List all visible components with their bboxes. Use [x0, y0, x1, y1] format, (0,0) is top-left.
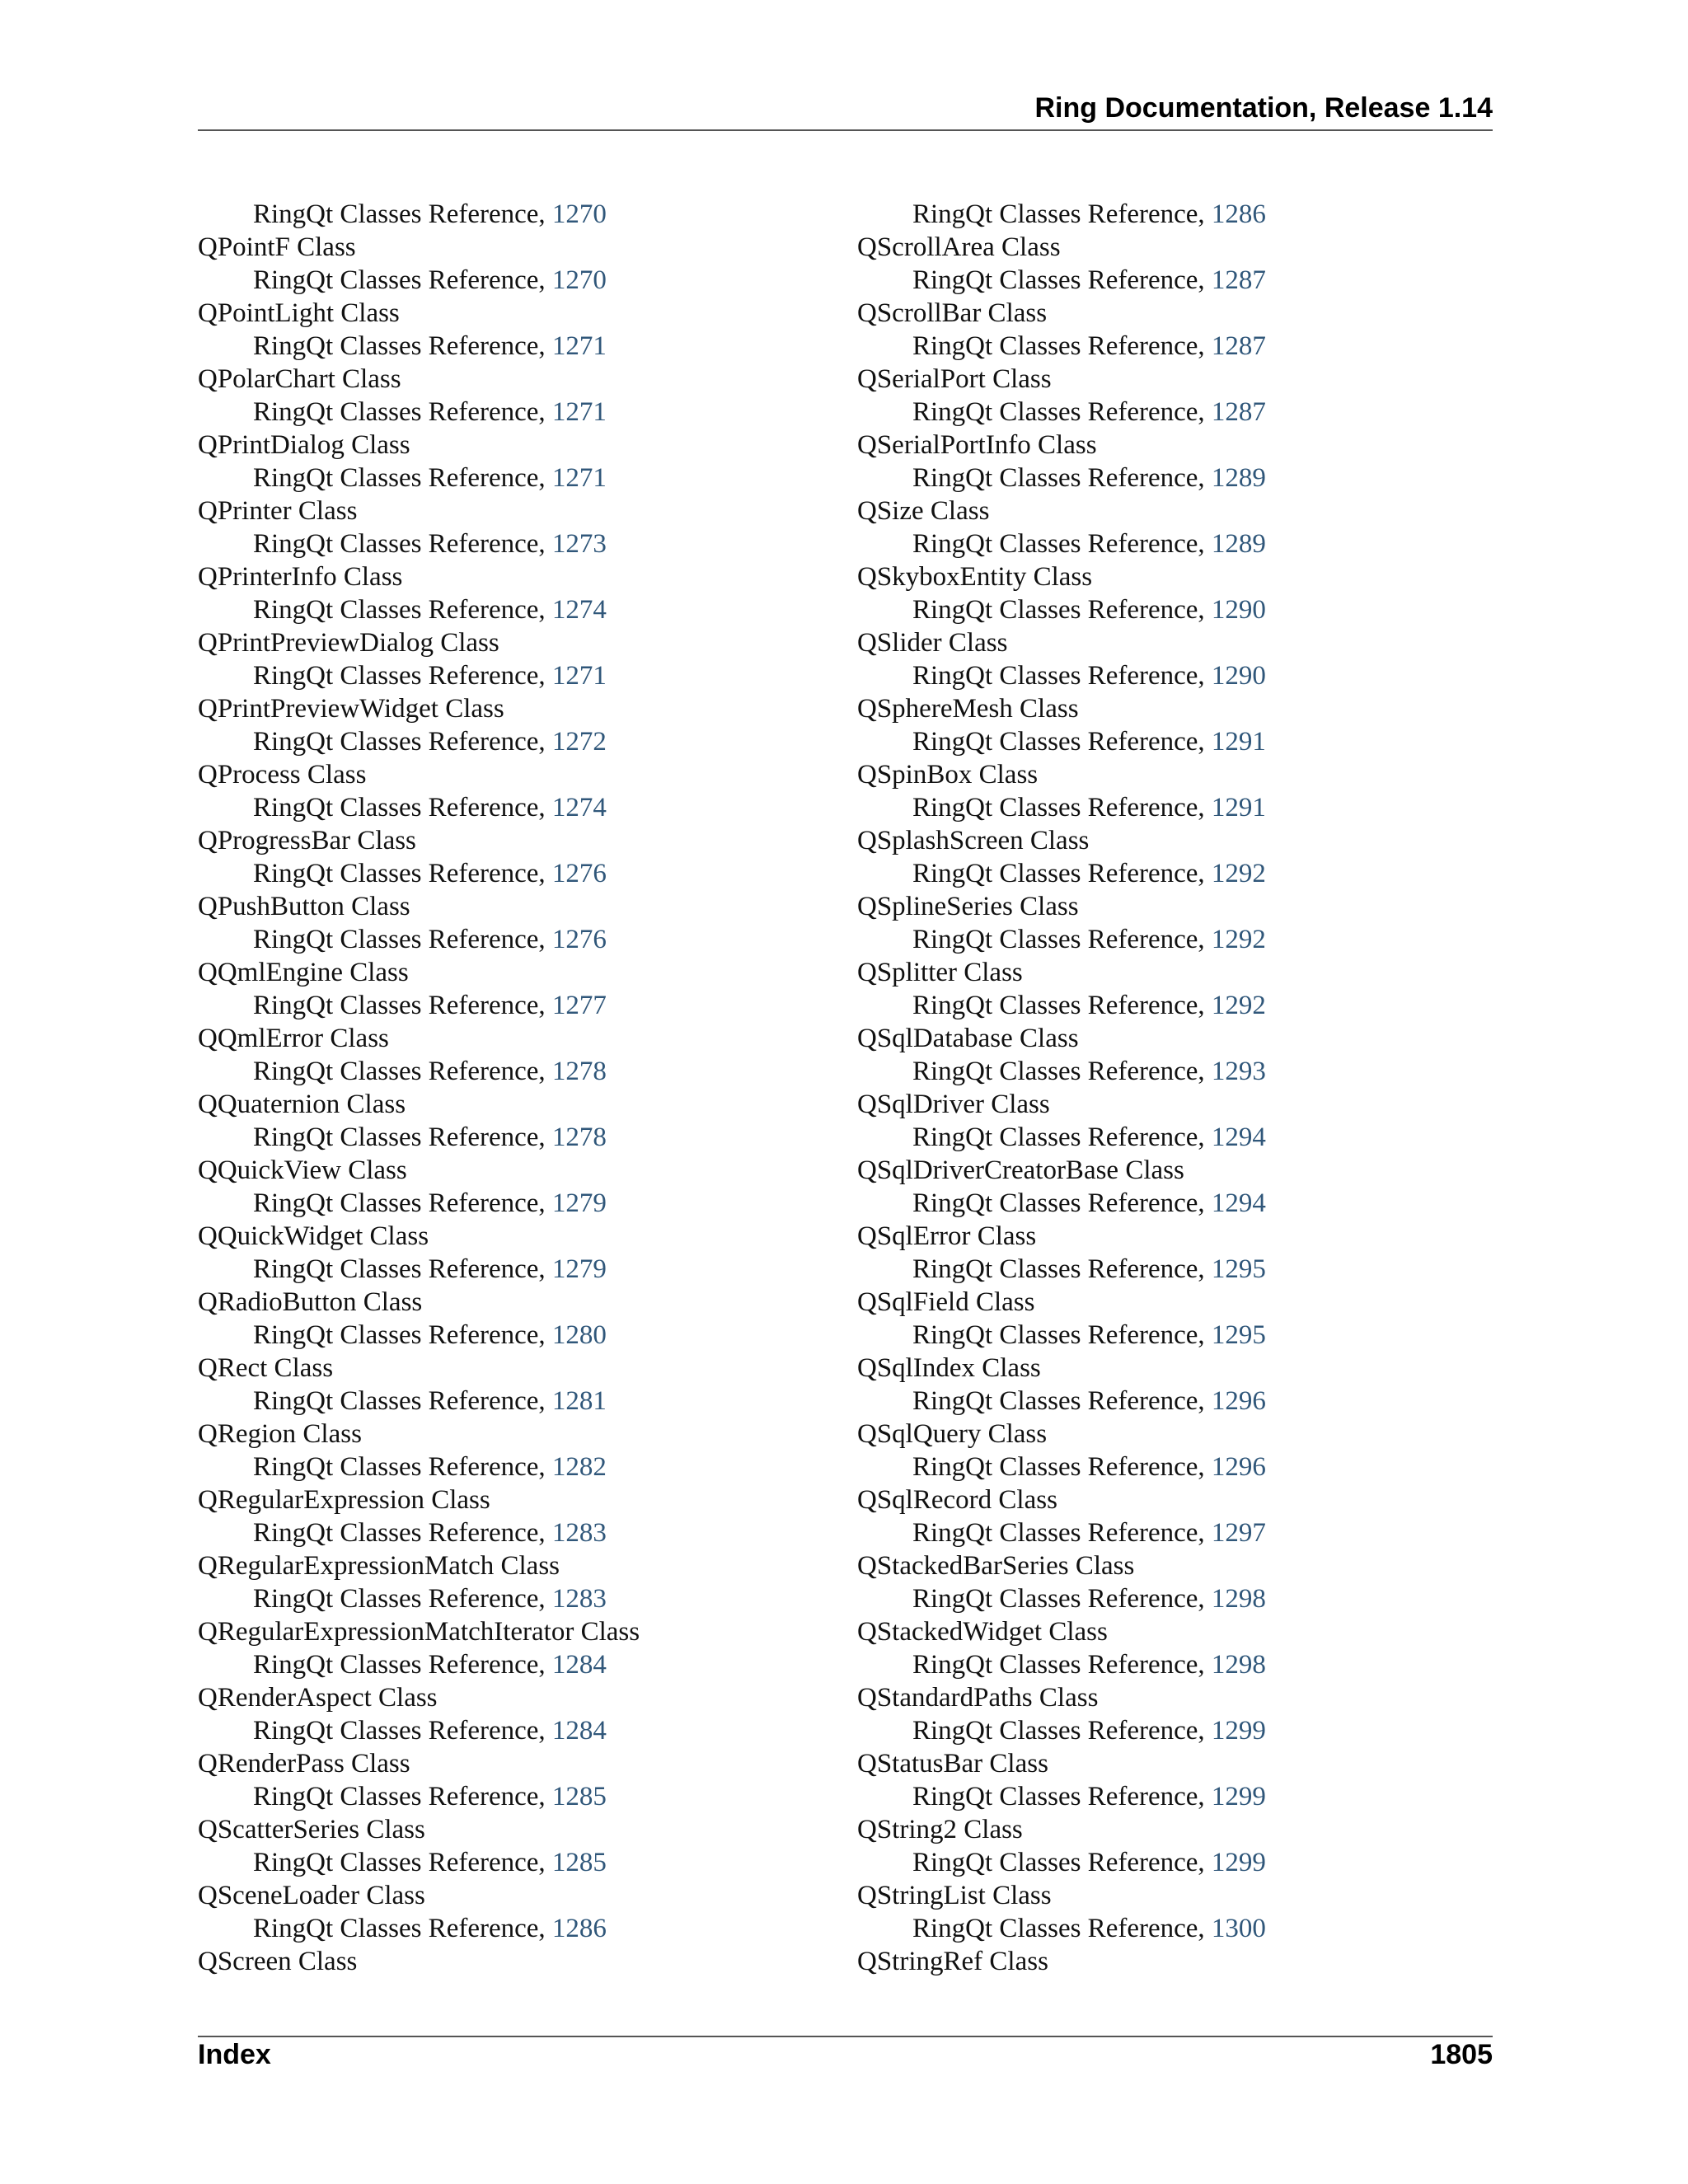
subentry-label: RingQt Classes Reference,	[912, 1386, 1212, 1416]
index-entry: QQmlError Class	[198, 1024, 389, 1053]
index-entry: QRenderPass Class	[198, 1749, 410, 1779]
page-link[interactable]: 1271	[551, 397, 607, 427]
index-subentry	[198, 1253, 824, 1286]
index-entry: QSqlDriver Class	[857, 1090, 1050, 1119]
index-subentry	[857, 527, 1484, 560]
subentry-label: RingQt Classes Reference,	[912, 1452, 1212, 1482]
index-entry: QSlider Class	[857, 628, 1008, 658]
page-link[interactable]: 1289	[1211, 529, 1266, 559]
index-entry: QSqlDriverCreatorBase Class	[857, 1155, 1184, 1185]
index-entry: QQuaternion Class	[198, 1090, 406, 1119]
subentry-label: RingQt Classes Reference,	[912, 1057, 1212, 1086]
index-subentry	[857, 1714, 1484, 1747]
subentry-label: RingQt Classes Reference,	[253, 1188, 552, 1218]
index-subentry	[198, 725, 824, 758]
index-entry: QSqlDatabase Class	[857, 1024, 1079, 1053]
index-entry: QStackedBarSeries Class	[857, 1551, 1135, 1581]
page-link[interactable]: 1292	[1211, 925, 1266, 954]
page-link[interactable]: 1296	[1211, 1386, 1266, 1416]
index-entry: QRenderAspect Class	[198, 1683, 438, 1713]
index-subentry	[198, 462, 824, 494]
page-link[interactable]: 1270	[551, 265, 607, 295]
subentry-label: RingQt Classes Reference,	[912, 1716, 1212, 1746]
page-link[interactable]: 1287	[1211, 397, 1266, 427]
subentry-label: RingQt Classes Reference,	[253, 991, 552, 1020]
index-entry: QRect Class	[198, 1353, 334, 1383]
index-entry: QRegularExpressionMatch Class	[198, 1551, 560, 1581]
index-column-left	[198, 198, 824, 1978]
subentry-label: RingQt Classes Reference,	[253, 199, 552, 229]
subentry-label: RingQt Classes Reference,	[912, 1188, 1212, 1218]
index-subentry	[198, 330, 824, 363]
page-link[interactable]: 1290	[1211, 595, 1266, 625]
page-link[interactable]: 1276	[551, 859, 607, 888]
index-subentry	[198, 593, 824, 626]
page-link[interactable]: 1279	[551, 1254, 607, 1284]
index-subentry	[857, 791, 1484, 824]
subentry-label: RingQt Classes Reference,	[912, 991, 1212, 1020]
page-link[interactable]: 1284	[551, 1716, 607, 1746]
index-subentry	[198, 791, 824, 824]
page-link[interactable]: 1286	[1211, 199, 1266, 229]
index-subentry	[857, 1253, 1484, 1286]
footer-page-number: 1805	[1430, 2039, 1493, 2070]
index-subentry	[857, 593, 1484, 626]
page-link[interactable]: 1287	[1211, 331, 1266, 361]
page-link[interactable]: 1274	[551, 595, 607, 625]
index-subentry	[857, 462, 1484, 494]
subentry-label: RingQt Classes Reference,	[912, 265, 1212, 295]
index-subentry	[198, 1187, 824, 1220]
page-link[interactable]: 1285	[551, 1782, 607, 1811]
index-subentry	[857, 264, 1484, 297]
index-entry: QRadioButton Class	[198, 1287, 423, 1317]
subentry-label: RingQt Classes Reference,	[253, 793, 552, 823]
page-link[interactable]: 1282	[551, 1452, 607, 1482]
page-link[interactable]: 1279	[551, 1188, 607, 1218]
subentry-label: RingQt Classes Reference,	[912, 529, 1212, 559]
index-entry: QSqlRecord Class	[857, 1485, 1057, 1515]
subentry-label: RingQt Classes Reference,	[912, 199, 1212, 229]
index-entry: QRegularExpression Class	[198, 1485, 490, 1515]
index-subentry	[198, 1846, 824, 1879]
subentry-label: RingQt Classes Reference,	[253, 1650, 552, 1680]
index-entry: QStandardPaths Class	[857, 1683, 1099, 1713]
index-entry: QQuickView Class	[198, 1155, 407, 1185]
subentry-label: RingQt Classes Reference,	[912, 1254, 1212, 1284]
index-subentry	[198, 1582, 824, 1615]
subentry-label: RingQt Classes Reference,	[253, 1584, 552, 1614]
index-subentry	[198, 396, 824, 429]
index-entry: QQmlEngine Class	[198, 958, 409, 987]
index-entry: QSplineSeries Class	[857, 892, 1079, 921]
page-link[interactable]: 1278	[551, 1122, 607, 1152]
page-link[interactable]: 1278	[551, 1057, 607, 1086]
page-link[interactable]: 1294	[1211, 1122, 1266, 1152]
page-header-title: Ring Documentation, Release 1.14	[1034, 92, 1493, 124]
index-subentry	[198, 1385, 824, 1418]
page-link[interactable]: 1295	[1211, 1320, 1266, 1350]
subentry-label: RingQt Classes Reference,	[912, 1848, 1212, 1877]
subentry-label: RingQt Classes Reference,	[253, 1122, 552, 1152]
page-link[interactable]: 1284	[551, 1650, 607, 1680]
index-entry: QSerialPortInfo Class	[857, 430, 1097, 460]
index-subentry	[857, 1780, 1484, 1813]
index-entry: QPolarChart Class	[198, 364, 401, 394]
index-subentry	[857, 857, 1484, 890]
subentry-label: RingQt Classes Reference,	[253, 727, 552, 757]
subentry-label: RingQt Classes Reference,	[253, 1518, 552, 1548]
index-subentry	[857, 1319, 1484, 1352]
index-entry: QRegularExpressionMatchIterator Class	[198, 1617, 640, 1647]
index-entry: QSqlIndex Class	[857, 1353, 1041, 1383]
index-subentry	[198, 1121, 824, 1154]
page-link[interactable]: 1283	[551, 1518, 607, 1548]
index-subentry	[857, 725, 1484, 758]
page-link[interactable]: 1297	[1211, 1518, 1266, 1548]
subentry-label: RingQt Classes Reference,	[253, 1386, 552, 1416]
page-link[interactable]: 1271	[551, 463, 607, 493]
index-entry: QSceneLoader Class	[198, 1881, 425, 1910]
index-subentry	[857, 659, 1484, 692]
subentry-label: RingQt Classes Reference,	[253, 1057, 552, 1086]
index-entry: QPointF Class	[198, 232, 356, 262]
index-subentry	[198, 198, 824, 231]
index-subentry	[857, 1648, 1484, 1681]
index-entry: QStatusBar Class	[857, 1749, 1048, 1779]
subentry-label: RingQt Classes Reference,	[912, 661, 1212, 691]
index-subentry	[198, 527, 824, 560]
index-entry: QProcess Class	[198, 760, 367, 790]
subentry-label: RingQt Classes Reference,	[253, 331, 552, 361]
page-link[interactable]: 1292	[1211, 859, 1266, 888]
subentry-label: RingQt Classes Reference,	[253, 1452, 552, 1482]
index-entry: QSphereMesh Class	[857, 694, 1079, 724]
page-link[interactable]: 1289	[1211, 463, 1266, 493]
index-entry: QSize Class	[857, 496, 990, 526]
index-column-right	[857, 198, 1484, 1978]
index-entry: QSqlError Class	[857, 1221, 1037, 1251]
index-entry: QPrinter Class	[198, 496, 358, 526]
subentry-label: RingQt Classes Reference,	[253, 1254, 552, 1284]
index-entry: QStringRef Class	[857, 1947, 1048, 1976]
subentry-label: RingQt Classes Reference,	[912, 1650, 1212, 1680]
index-entry: QPrinterInfo Class	[198, 562, 403, 592]
subentry-label: RingQt Classes Reference,	[253, 1782, 552, 1811]
index-subentry	[198, 659, 824, 692]
index-entry: QRegion Class	[198, 1419, 362, 1449]
page-link[interactable]: 1271	[551, 661, 607, 691]
index-entry: QSkyboxEntity Class	[857, 562, 1093, 592]
subentry-label: RingQt Classes Reference,	[912, 727, 1212, 757]
page-link[interactable]: 1281	[551, 1386, 607, 1416]
page-link[interactable]: 1299	[1211, 1716, 1266, 1746]
subentry-label: RingQt Classes Reference,	[912, 397, 1212, 427]
index-entry: QString2 Class	[857, 1815, 1023, 1844]
page-link[interactable]: 1273	[551, 529, 607, 559]
index-entry: QSerialPort Class	[857, 364, 1052, 394]
footer-section-label: Index	[198, 2039, 271, 2070]
index-subentry	[857, 1121, 1484, 1154]
index-subentry	[857, 1582, 1484, 1615]
subentry-label: RingQt Classes Reference,	[253, 397, 552, 427]
page-link[interactable]: 1277	[551, 991, 607, 1020]
page-link[interactable]: 1272	[551, 727, 607, 757]
subentry-label: RingQt Classes Reference,	[912, 859, 1212, 888]
subentry-label: RingQt Classes Reference,	[912, 1584, 1212, 1614]
page-link[interactable]: 1290	[1211, 661, 1266, 691]
page-link[interactable]: 1291	[1211, 727, 1266, 757]
page-link[interactable]: 1295	[1211, 1254, 1266, 1284]
page-link[interactable]: 1291	[1211, 793, 1266, 823]
subentry-label: RingQt Classes Reference,	[253, 661, 552, 691]
index-entry: QScreen Class	[198, 1947, 358, 1976]
index-entry: QScatterSeries Class	[198, 1815, 425, 1844]
index-subentry	[198, 1319, 824, 1352]
page-link[interactable]: 1296	[1211, 1452, 1266, 1482]
index-subentry	[857, 989, 1484, 1022]
footer-divider	[198, 2036, 1493, 2037]
index-entry: QPrintDialog Class	[198, 430, 410, 460]
index-entry: QPrintPreviewDialog Class	[198, 628, 499, 658]
subentry-label: RingQt Classes Reference,	[253, 595, 552, 625]
index-subentry	[857, 1385, 1484, 1418]
index-subentry	[198, 1912, 824, 1945]
index-entry: QPushButton Class	[198, 892, 410, 921]
index-subentry	[857, 1846, 1484, 1879]
index-subentry	[198, 1055, 824, 1088]
index-subentry	[198, 923, 824, 956]
subentry-label: RingQt Classes Reference,	[253, 1716, 552, 1746]
index-entry: QSplitter Class	[857, 958, 1023, 987]
index-subentry	[857, 1055, 1484, 1088]
page-link[interactable]: 1292	[1211, 991, 1266, 1020]
page-link[interactable]: 1271	[551, 331, 607, 361]
index-subentry	[857, 1187, 1484, 1220]
index-entry: QQuickWidget Class	[198, 1221, 429, 1251]
header-divider	[198, 129, 1493, 131]
index-entry: QScrollArea Class	[857, 232, 1061, 262]
index-subentry	[198, 857, 824, 890]
page-link[interactable]: 1299	[1211, 1848, 1266, 1877]
index-entry: QStringList Class	[857, 1881, 1052, 1910]
index-entry: QSpinBox Class	[857, 760, 1039, 790]
page-link[interactable]: 1285	[551, 1848, 607, 1877]
subentry-label: RingQt Classes Reference,	[912, 925, 1212, 954]
index-subentry	[857, 923, 1484, 956]
index-entry: QScrollBar Class	[857, 298, 1048, 328]
subentry-label: RingQt Classes Reference,	[253, 265, 552, 295]
page-link[interactable]: 1298	[1211, 1650, 1266, 1680]
index-subentry	[198, 1648, 824, 1681]
index-subentry	[857, 198, 1484, 231]
index-entry: QPointLight Class	[198, 298, 400, 328]
subentry-label: RingQt Classes Reference,	[253, 925, 552, 954]
index-entry: QSqlField Class	[857, 1287, 1035, 1317]
page-link[interactable]: 1283	[551, 1584, 607, 1614]
subentry-label: RingQt Classes Reference,	[253, 1320, 552, 1350]
page-link[interactable]: 1286	[551, 1914, 607, 1943]
page-link[interactable]: 1293	[1211, 1057, 1266, 1086]
subentry-label: RingQt Classes Reference,	[253, 1848, 552, 1877]
index-subentry	[198, 264, 824, 297]
subentry-label: RingQt Classes Reference,	[912, 1914, 1212, 1943]
subentry-label: RingQt Classes Reference,	[253, 1914, 552, 1943]
subentry-label: RingQt Classes Reference,	[253, 529, 552, 559]
index-subentry	[198, 1451, 824, 1483]
page-link[interactable]: 1280	[551, 1320, 607, 1350]
subentry-label: RingQt Classes Reference,	[912, 1782, 1212, 1811]
index-subentry	[857, 330, 1484, 363]
index-subentry	[857, 1451, 1484, 1483]
page-link[interactable]: 1270	[551, 199, 607, 229]
page-link[interactable]: 1294	[1211, 1188, 1266, 1218]
page-link[interactable]: 1276	[551, 925, 607, 954]
index-entry: QSplashScreen Class	[857, 826, 1090, 855]
page-link[interactable]: 1299	[1211, 1782, 1266, 1811]
index-subentry	[857, 1912, 1484, 1945]
subentry-label: RingQt Classes Reference,	[253, 859, 552, 888]
subentry-label: RingQt Classes Reference,	[912, 463, 1212, 493]
subentry-label: RingQt Classes Reference,	[912, 1122, 1212, 1152]
subentry-label: RingQt Classes Reference,	[912, 595, 1212, 625]
index-subentry	[198, 989, 824, 1022]
index-subentry	[198, 1516, 824, 1549]
index-subentry	[198, 1780, 824, 1813]
index-entry: QPrintPreviewWidget Class	[198, 694, 504, 724]
page-link[interactable]: 1287	[1211, 265, 1266, 295]
index-entry: QStackedWidget Class	[857, 1617, 1108, 1647]
subentry-label: RingQt Classes Reference,	[912, 331, 1212, 361]
subentry-label: RingQt Classes Reference,	[912, 793, 1212, 823]
page-link[interactable]: 1300	[1211, 1914, 1266, 1943]
subentry-label: RingQt Classes Reference,	[912, 1518, 1212, 1548]
index-entry: QProgressBar Class	[198, 826, 416, 855]
index-subentry	[198, 1714, 824, 1747]
page-link[interactable]: 1274	[551, 793, 607, 823]
index-entry: QSqlQuery Class	[857, 1419, 1048, 1449]
index-subentry	[857, 1516, 1484, 1549]
page-link[interactable]: 1298	[1211, 1584, 1266, 1614]
subentry-label: RingQt Classes Reference,	[912, 1320, 1212, 1350]
index-subentry	[857, 396, 1484, 429]
subentry-label: RingQt Classes Reference,	[253, 463, 552, 493]
